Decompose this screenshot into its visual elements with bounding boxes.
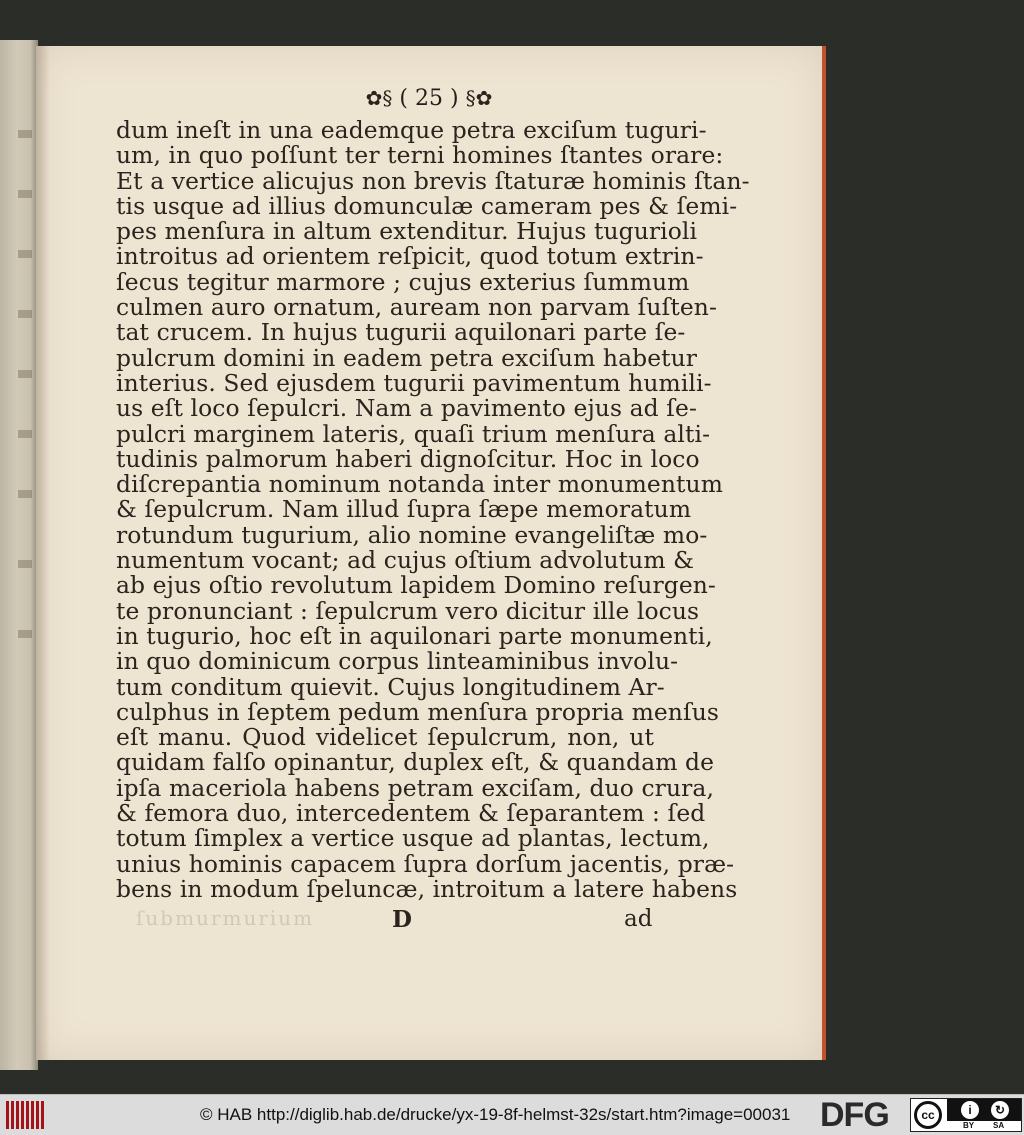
page-header [36, 86, 822, 111]
text-line: pulcri marginem lateris, quaſi trium menſura alti- [116, 419, 711, 448]
text-line: in quo dominicum corpus linteaminibus involu- [116, 647, 679, 676]
text-line: totum ſimplex a vertice usque ad plantas, lectum, [116, 824, 710, 853]
text-line: tis usque ad illius domunculæ cameram pes & ſemi- [116, 191, 738, 220]
cc-license-badge[interactable] [910, 1098, 1022, 1132]
attribution-icon: i [961, 1101, 979, 1119]
text-line: numentum vocant; ad cujus oſtium advolutum & [116, 546, 695, 575]
text-line: tudinis palmorum haberi dignoſcitur. Hoc in loco [116, 444, 700, 473]
text-line: quidam falſo opinantur, duplex eſt, & quandam de [116, 748, 715, 777]
text-line: ab ejus oſtio revolutum lapidem Domino reſurgen- [116, 571, 716, 600]
page-number: ( 25 ) [399, 86, 459, 111]
text-line: ſecus tegitur marmore ; cujus exterius ſummum [116, 267, 690, 296]
body-text [116, 116, 750, 903]
cc-icon: cc [914, 1101, 942, 1129]
text-line: rotundum tugurium, alio nomine evangeliſtæ mo- [116, 520, 708, 549]
signature-mark: D [392, 906, 412, 933]
text-line: & femora duo, intercedentem & ſeparantem : ſed [116, 799, 706, 828]
text-line: interius. Sed ejusdem tugurii pavimentum humili- [116, 368, 712, 397]
hab-barcode-icon [6, 1101, 46, 1129]
text-line: tat crucem. In hujus tugurii aquilonari parte ſe- [116, 318, 686, 347]
text-line: in tugurio, hoc eſt in aquilonari parte monumenti, [116, 621, 713, 650]
license-by-label: BY [963, 1121, 975, 1130]
text-line: culphus in ſeptem pedum menſura propria menſus [116, 697, 720, 726]
text-line: & ſepulcrum. Nam illud ſupra ſæpe memoratum [116, 495, 692, 524]
license-sa-label: SA [993, 1121, 1005, 1130]
previous-page-edge [0, 40, 38, 1070]
text-line: eſt manu. Quod videlicet ſepulcrum, non, ut [116, 723, 654, 752]
text-line: introitus ad orientem reſpicit, quod totum extrin- [116, 242, 704, 271]
text-line: tum conditum quievit. Cujus longitudinem Ar- [116, 672, 665, 701]
text-line: ipſa maceriola habens petram exciſam, duo crura, [116, 773, 714, 802]
text-line: bens in modum ſpeluncæ, introitum a latere habens [116, 874, 738, 903]
text-line: pes menſura in altum extenditur. Hujus tugurioli [116, 217, 698, 246]
text-line: te pronunciant : ſepulcrum vero dicitur ille locus [116, 596, 700, 625]
copyright-link[interactable]: © HAB http://diglib.hab.de/drucke/yx-19-8f-helmst-32s/start.htm?image=00031 [200, 1105, 791, 1124]
text-line: culmen auro ornatum, auream non parvam ſuſten- [116, 293, 717, 322]
license-icons-strip [947, 1099, 1021, 1121]
text-line: Et a vertice alicujus non brevis ſtaturæ hominis ſtan- [116, 166, 750, 195]
header-ornament-right-icon: §✿ [465, 86, 493, 110]
text-line: us eſt loco ſepulcri. Nam a pavimento ejus ad ſe- [116, 394, 697, 423]
catchword: ad [624, 906, 653, 932]
dfg-logo: DFG [820, 1096, 889, 1134]
text-line: unius hominis capacem ſupra dorſum jacentis, præ- [116, 849, 735, 878]
share-alike-icon: ↻ [991, 1101, 1009, 1119]
text-line: dum ineſt in una eademque petra exciſum tuguri- [116, 116, 707, 144]
text-line: diſcrepantia nominum notanda inter monumentum [116, 470, 723, 499]
header-ornament-left-icon: ✿§ [365, 86, 393, 110]
page-gutter-shadow [36, 46, 50, 1060]
bleed-through-text: ſubmurmurium [136, 906, 315, 930]
viewer-footer-bar [0, 1094, 1024, 1135]
text-line: um, in quo poſſunt ter terni homines ſtantes orare: [116, 141, 724, 170]
text-line: pulcrum domini in eadem petra exciſum habetur [116, 343, 698, 372]
